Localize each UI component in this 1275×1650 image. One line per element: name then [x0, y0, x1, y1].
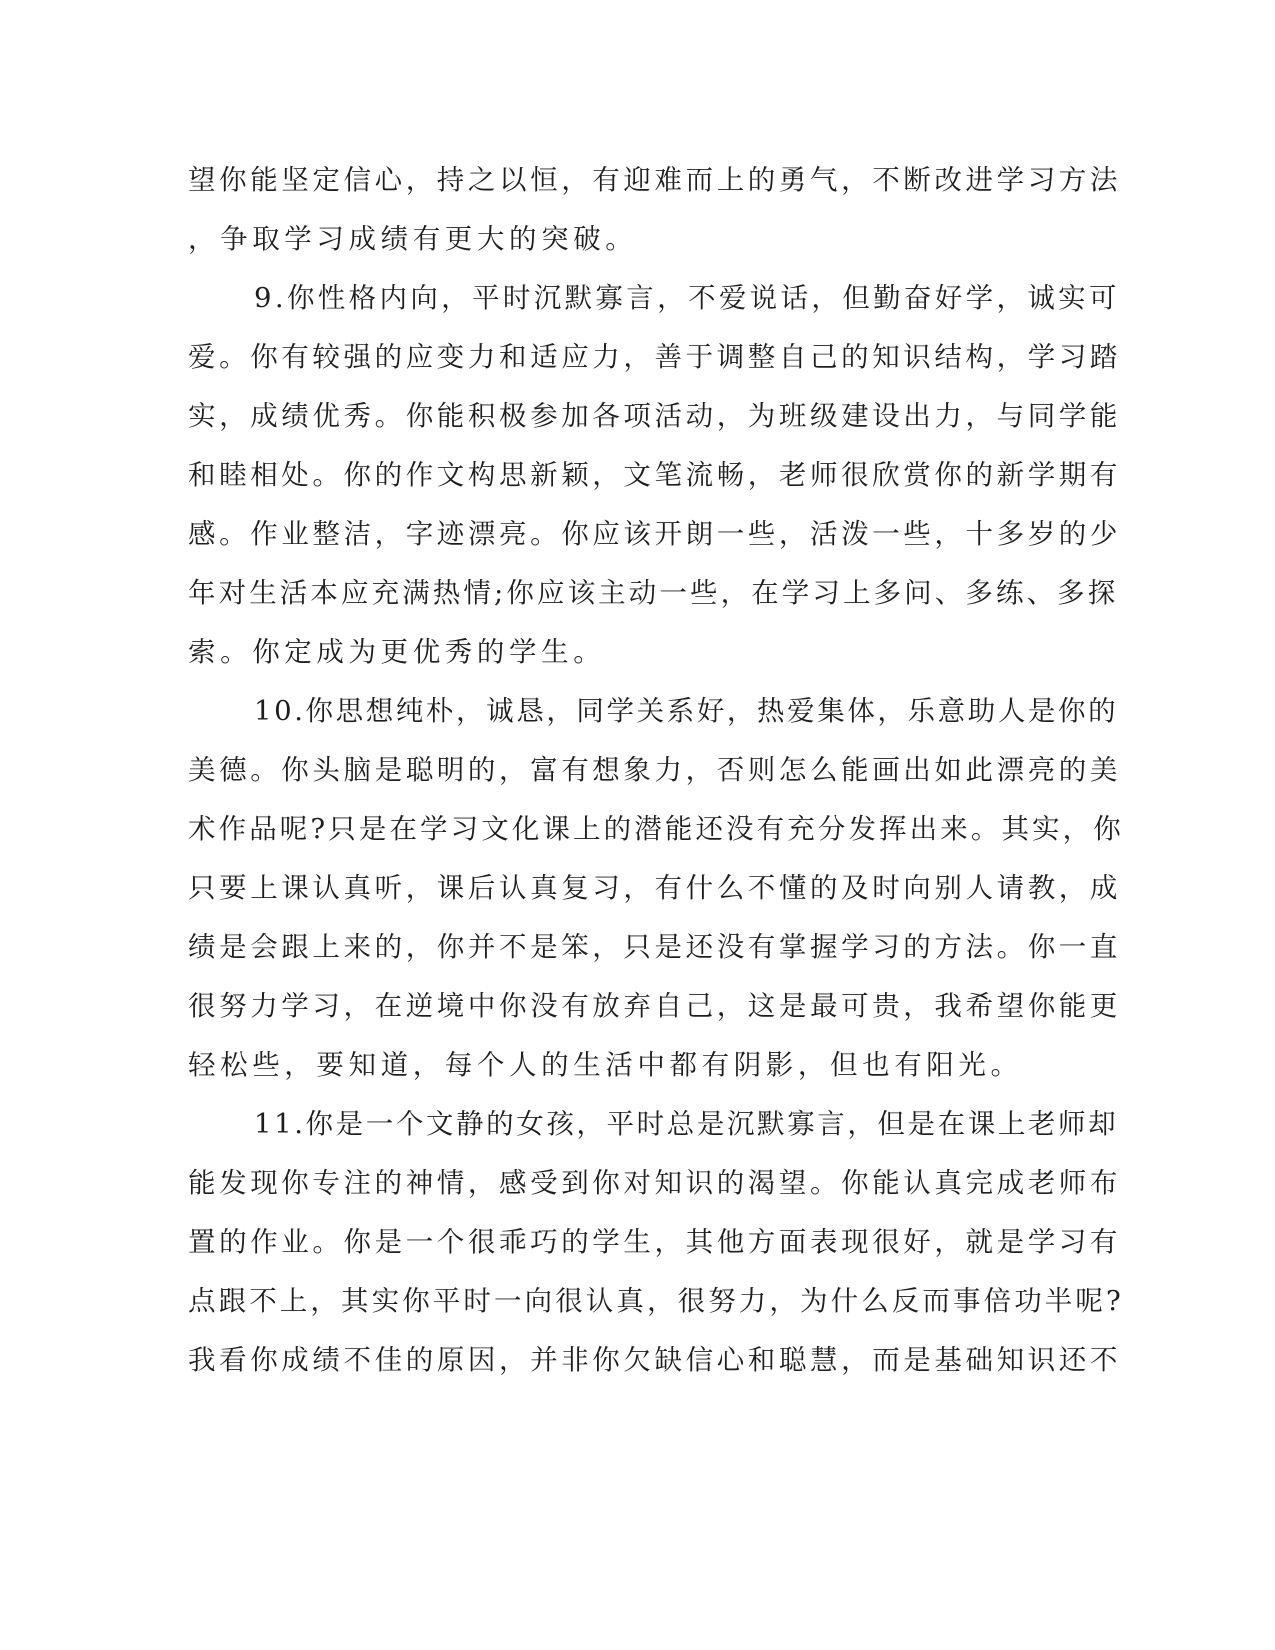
text-line: 置的作业。你是一个很乖巧的学生，其他方面表现很好，就是学习有	[188, 1226, 1121, 1258]
text-line: 爱。你有较强的应变力和适应力，善于调整自己的知识结构，学习踏	[188, 341, 1121, 373]
text-line: 点跟不上，其实你平时一向很认真，很努力，为什么反而事倍功半呢?	[188, 1285, 1124, 1317]
text-line: 实，成绩优秀。你能积极参加各项活动，为班级建设出力，与同学能	[188, 400, 1121, 432]
text-line: 绩是会跟上来的，你并不是笨，只是还没有掌握学习的方法。你一直	[188, 931, 1121, 963]
text-line: 能发现你专注的神情，感受到你对知识的渴望。你能认真完成老师布	[188, 1167, 1121, 1199]
text-line: ，争取学习成绩有更大的突破。	[188, 223, 638, 255]
text-line: 我看你成绩不佳的原因，并非你欠缺信心和聪慧，而是基础知识还不	[188, 1344, 1121, 1376]
text-line: 只要上课认真听，课后认真复习，有什么不懂的及时向别人请教，成	[188, 872, 1121, 904]
text-line: 美德。你头脑是聪明的，富有想象力，否则怎么能画出如此漂亮的美	[188, 754, 1121, 786]
paragraph-start-line: 11.你是一个文静的女孩，平时总是沉默寡言，但是在课上老师却	[254, 1108, 1119, 1140]
text-line: 年对生活本应充满热情;你应该主动一些，在学习上多问、多练、多探	[188, 577, 1119, 609]
text-line: 轻松些，要知道，每个人的生活中都有阴影，但也有阳光。	[188, 1049, 1023, 1081]
text-line: 感。作业整洁，字迹漂亮。你应该开朗一些，活泼一些，十多岁的少	[188, 518, 1121, 550]
text-line: 望你能坚定信心，持之以恒，有迎难而上的勇气，不断改进学习方法	[188, 164, 1121, 196]
text-line: 和睦相处。你的作文构思新颖，文笔流畅，老师很欣赏你的新学期有	[188, 459, 1121, 491]
text-line: 很努力学习，在逆境中你没有放弃自己，这是最可贵，我希望你能更	[188, 990, 1121, 1022]
paragraph-start-line: 10.你思想纯朴，诚恳，同学关系好，热爱集体，乐意助人是你的	[254, 695, 1119, 727]
text-line: 术作品呢?只是在学习文化课上的潜能还没有充分发挥出来。其实，你	[188, 813, 1124, 845]
paragraph-start-line: 9.你性格内向，平时沉默寡言，不爱说话，但勤奋好学，诚实可	[254, 282, 1120, 314]
text-line: 索。你定成为更优秀的学生。	[188, 636, 606, 668]
